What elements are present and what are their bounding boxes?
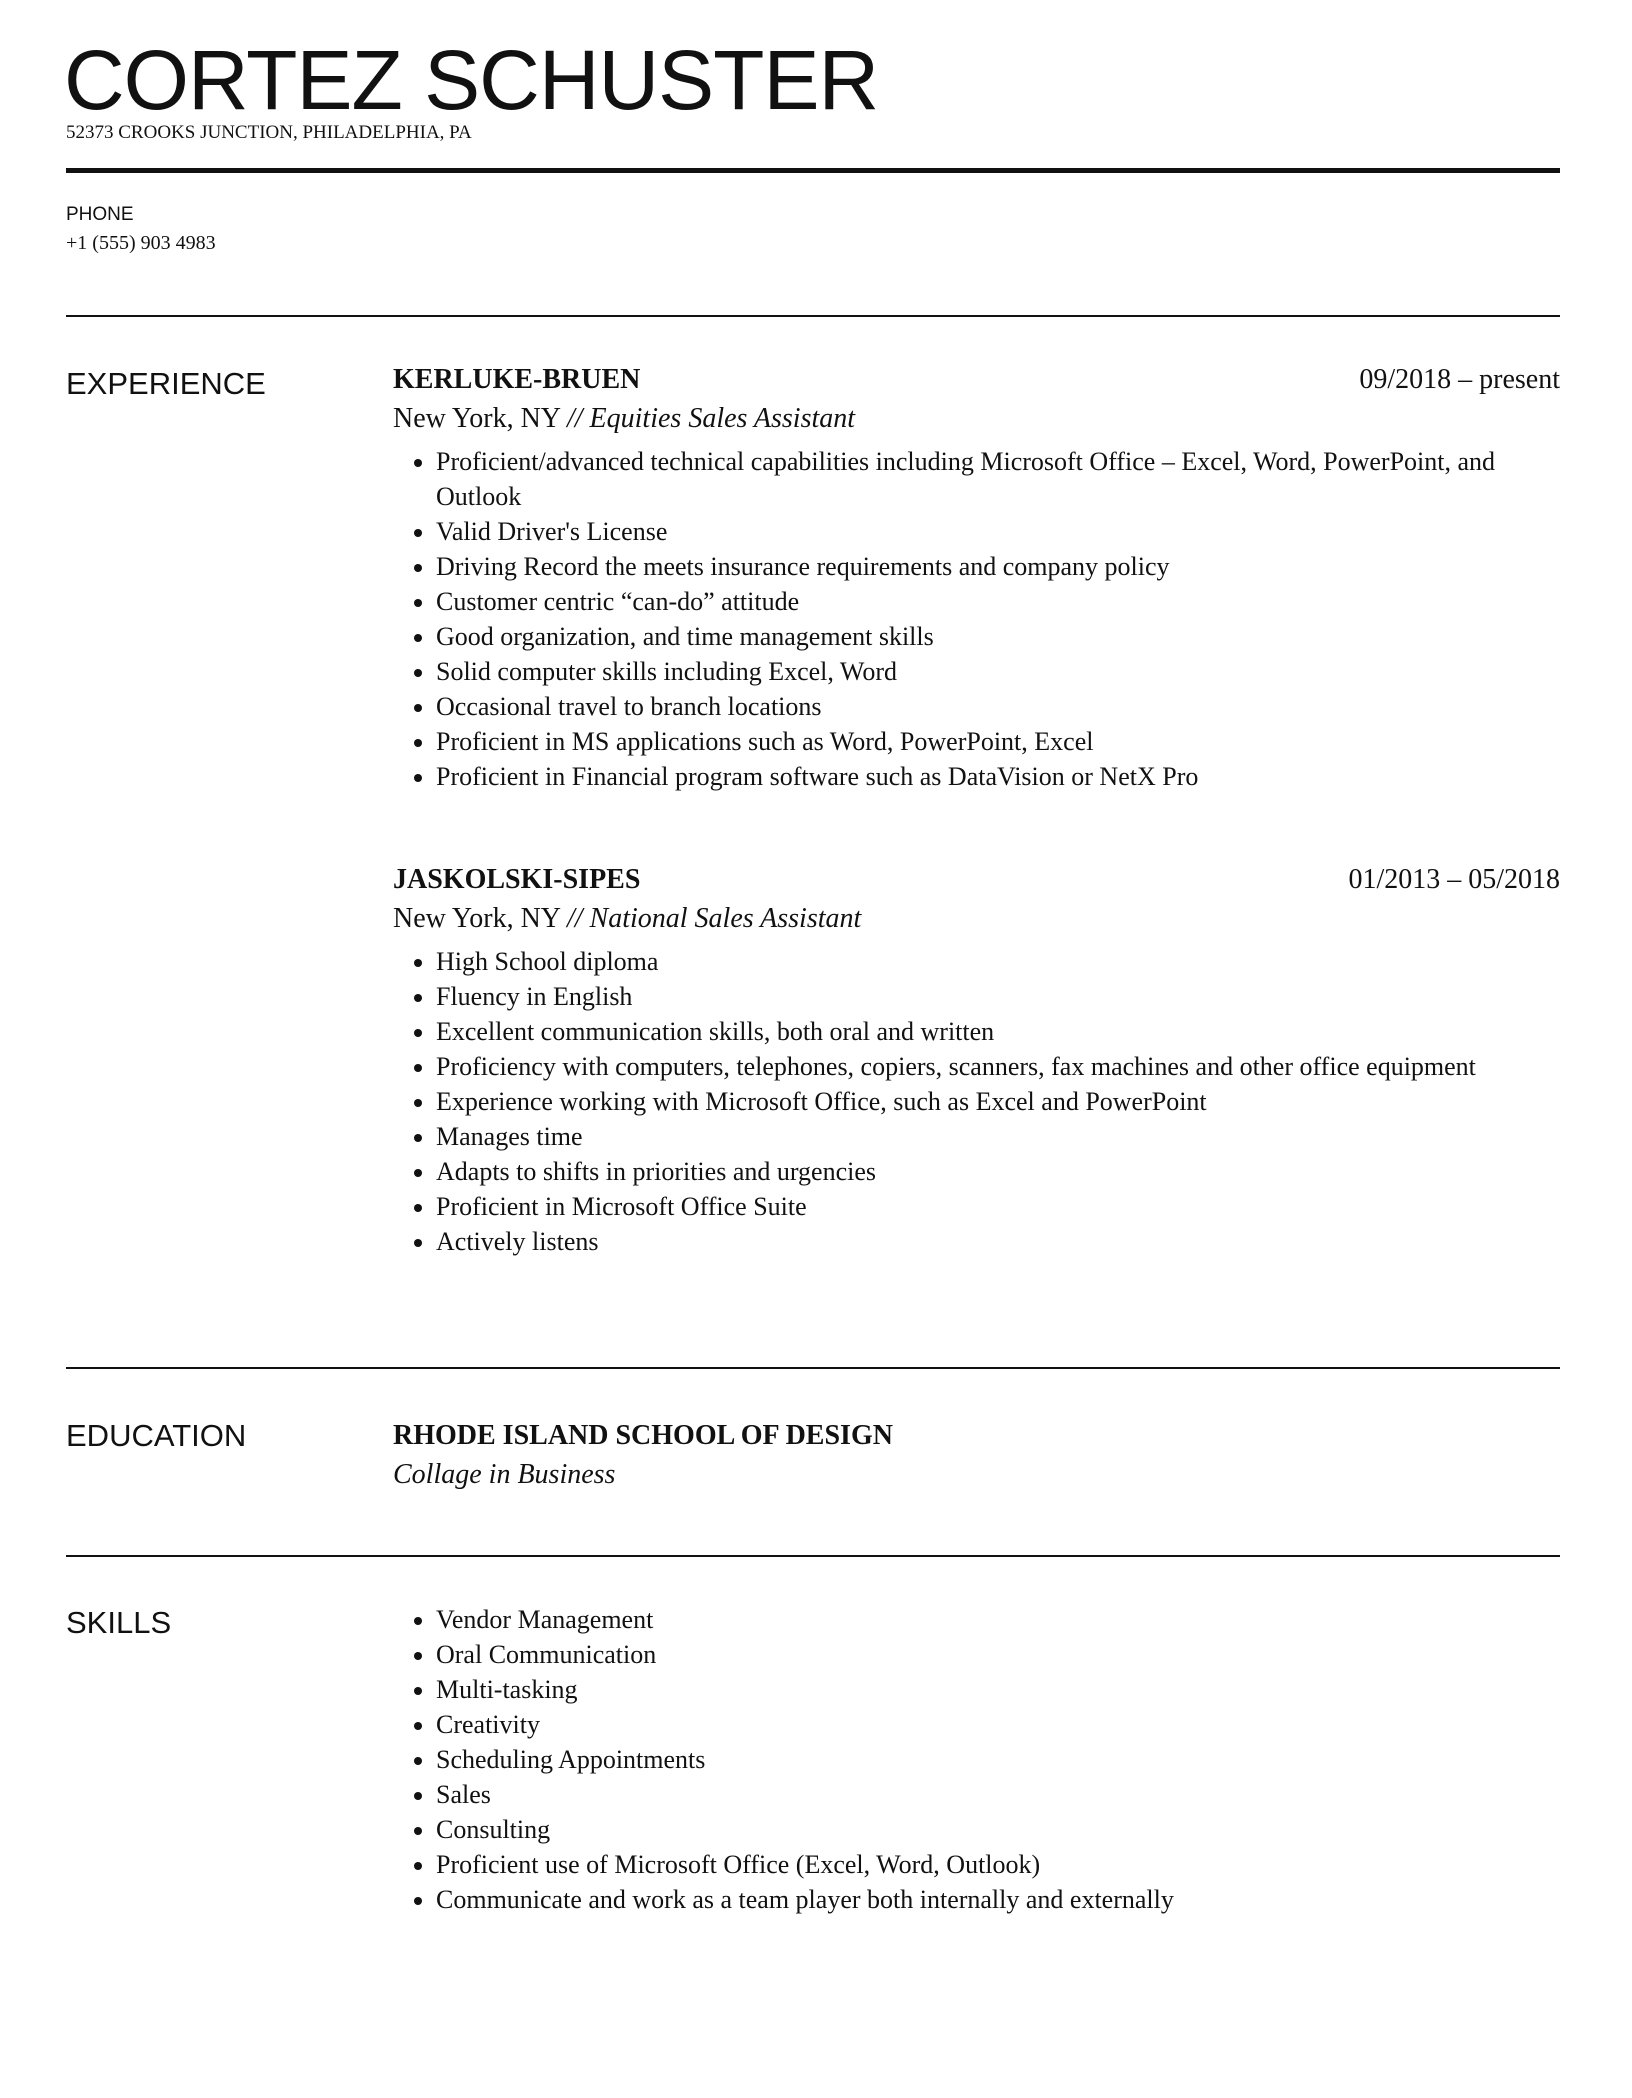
skill-item: • Oral Communication: [436, 1637, 1560, 1672]
list-item: • Proficient in Microsoft Office Suite: [436, 1189, 1560, 1224]
skill-item: • Consulting: [436, 1812, 1560, 1847]
list-item: • Proficient in Financial program software such as DataVision or NetX Pro: [436, 759, 1560, 794]
skill-item: • Multi-tasking: [436, 1672, 1560, 1707]
list-item: • Solid computer skills including Excel, Word: [436, 654, 1560, 689]
separator: //: [566, 403, 583, 434]
job-role: Equities Sales Assistant: [589, 403, 856, 434]
education-heading: EDUCATION: [66, 1418, 247, 1453]
list-item: • Customer centric “can-do” attitude: [436, 584, 1560, 619]
list-item: • Proficient in MS applications such as Word, PowerPoint, Excel: [436, 724, 1560, 759]
job-subtitle: [393, 898, 1560, 940]
job-location: New York, NY: [393, 403, 560, 434]
skill-item: • Sales: [436, 1777, 1560, 1812]
separator: //: [566, 903, 583, 934]
skill-item: • Communicate and work as a team player both internally and externally: [436, 1882, 1560, 1917]
job-dates: 09/2018 – present: [1359, 364, 1560, 395]
list-item: • Valid Driver's License: [436, 514, 1560, 549]
list-item: • Experience working with Microsoft Office, such as Excel and PowerPoint: [436, 1084, 1560, 1119]
skills-list-container: [393, 1602, 1560, 1917]
skills-heading: SKILLS: [66, 1605, 172, 1640]
job-location: New York, NY: [393, 903, 560, 934]
education-entry: [393, 1418, 1560, 1496]
list-item: • Excellent communication skills, both oral and written: [436, 1014, 1560, 1049]
list-item: • Driving Record the meets insurance requirements and company policy: [436, 549, 1560, 584]
list-item: • Proficiency with computers, telephones, copiers, scanners, fax machines and other office equipment: [436, 1049, 1560, 1084]
job-entry: [393, 862, 1560, 1259]
job-role: National Sales Assistant: [589, 903, 862, 934]
skill-item: • Scheduling Appointments: [436, 1742, 1560, 1777]
skill-item: • Creativity: [436, 1707, 1560, 1742]
list-item: • Fluency in English: [436, 979, 1560, 1014]
address: 52373 CROOKS JUNCTION, PHILADELPHIA, PA: [66, 122, 472, 143]
job-bullets: [393, 444, 1560, 794]
job-subtitle: [393, 398, 1560, 440]
section-divider: [66, 1555, 1560, 1557]
list-item: • Occasional travel to branch locations: [436, 689, 1560, 724]
company-name: KERLUKE-BRUEN: [393, 364, 641, 395]
job-entry: [393, 362, 1560, 794]
experience-heading: EXPERIENCE: [66, 366, 266, 401]
skill-item: • Proficient use of Microsoft Office (Excel, Word, Outlook): [436, 1847, 1560, 1882]
section-divider: [66, 315, 1560, 317]
header-divider: [66, 168, 1560, 173]
degree: Collage in Business: [393, 1459, 616, 1490]
school-name: RHODE ISLAND SCHOOL OF DESIGN: [393, 1420, 893, 1451]
list-item: • High School diploma: [436, 944, 1560, 979]
job-bullets: [393, 944, 1560, 1259]
list-item: • Actively listens: [436, 1224, 1560, 1259]
list-item: • Manages time: [436, 1119, 1560, 1154]
list-item: • Proficient/advanced technical capabilities including Microsoft Office – Excel, Word, PowerPoint, and Outlook: [436, 444, 1560, 514]
skill-item: • Vendor Management: [436, 1602, 1560, 1637]
list-item: • Good organization, and time management skills: [436, 619, 1560, 654]
job-dates: 01/2013 – 05/2018: [1348, 864, 1560, 895]
phone-label: PHONE: [66, 204, 134, 225]
list-item: • Adapts to shifts in priorities and urgencies: [436, 1154, 1560, 1189]
phone-number: +1 (555) 903 4983: [66, 232, 216, 254]
section-divider: [66, 1367, 1560, 1369]
candidate-name: CORTEZ SCHUSTER: [64, 33, 879, 127]
skills-list: [393, 1602, 1560, 1917]
company-name: JASKOLSKI-SIPES: [393, 864, 641, 895]
